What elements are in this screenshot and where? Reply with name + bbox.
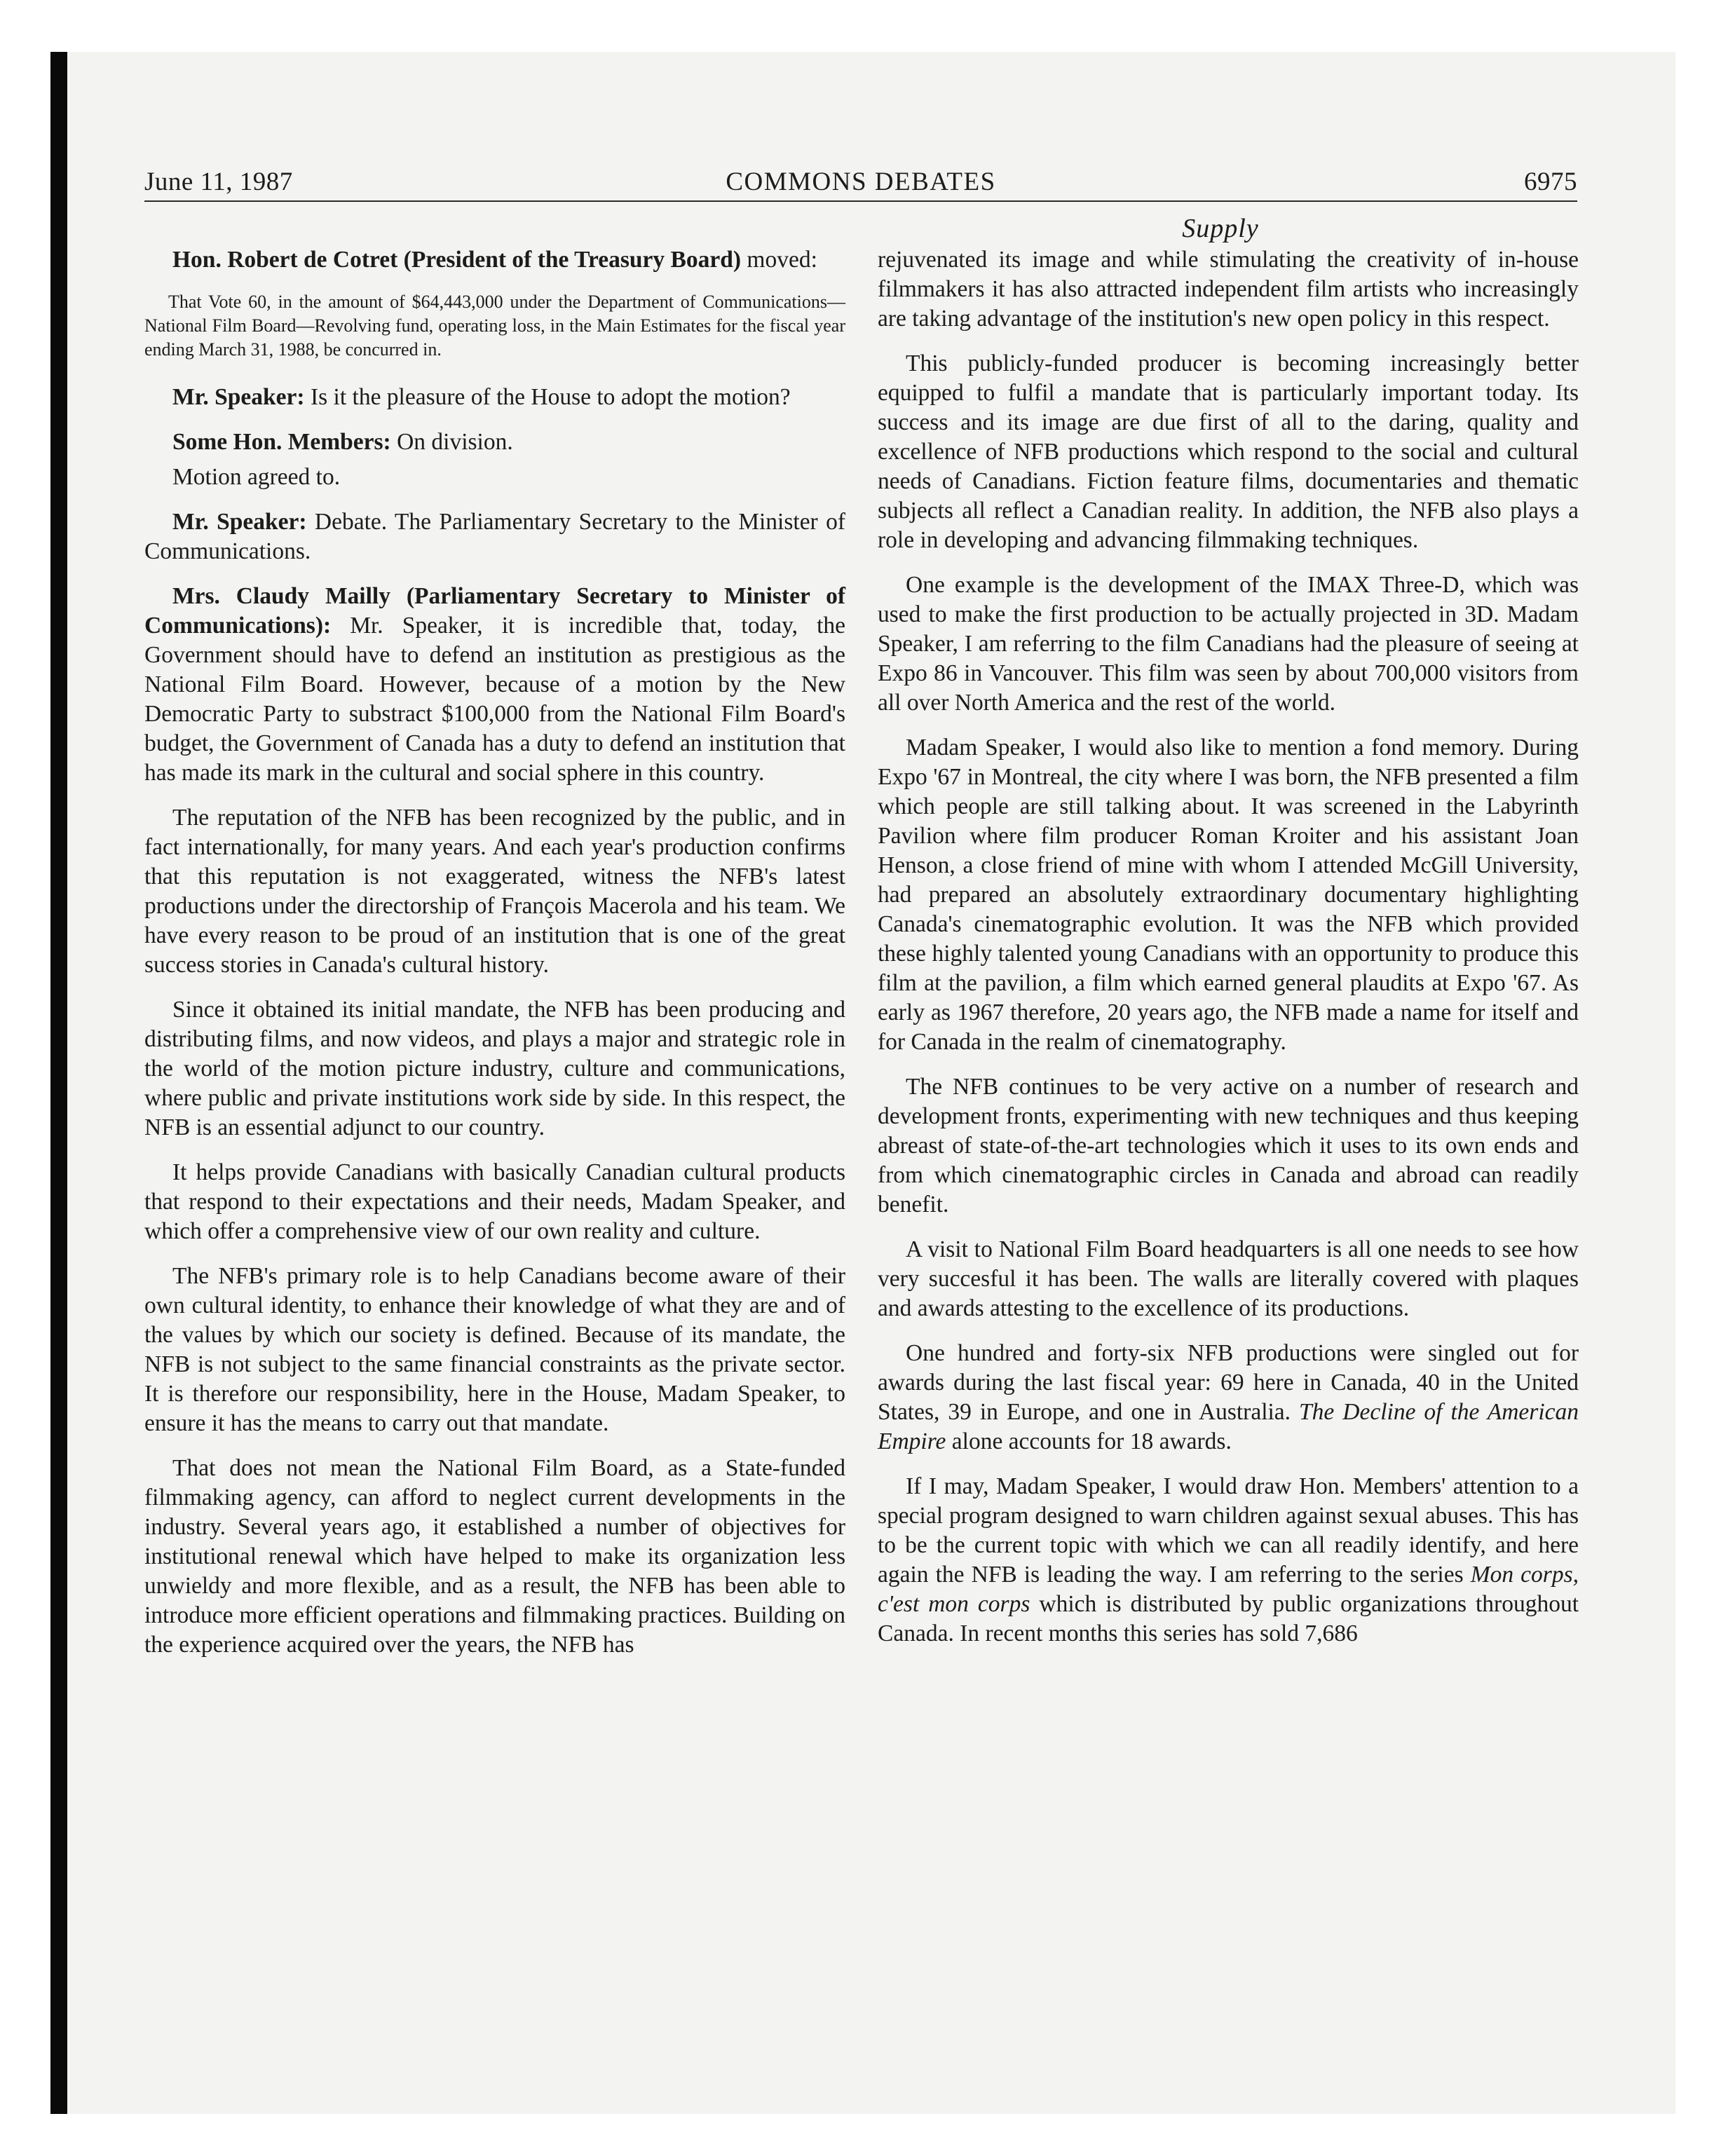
paragraph-text: One hundred and forty-six NFB productions were singled out for awards during the last fiscal year: 69 here in Canada, 40 in the United States, 39 in Europe, and one in Australia. [878,1340,1579,1425]
body-paragraph: That does not mean the National Film Board, as a State-funded filmmaking agency, can afford to neglect current developments in the industry. Several years ago, it established a number of objectives for institutional renewal which have helped to make its organization less unwieldy and more flexible, and as a result, the NFB has been able to introduce more efficient operations and filmmaking practices. Building on the experience acquired over the years, the NFB has [144,1455,845,1658]
body-paragraph: One example is the development of the IMAX Three-D, which was used to make the first production to be actually projected in 3D. Madam Speaker, I am referring to the film Canadians had the pleasure of seeing at Expo 86 in Vancouver. This film was seen by about 700,000 visitors from all over North America and the rest of the world. [878,572,1579,716]
paragraph-text: which is distributed by public organizations throughout Canada. In recent months this series has sold 7,686 [878,1591,1579,1646]
running-head [144,163,1577,199]
body-paragraph: This publicly-funded producer is becoming increasingly better equipped to fulfil a mandate that is particularly important today. Its success and its image are due first of all to the daring, quality and excellence of NFB productions which respond to the social and cultural needs of Canadians. Fiction feature films, documentaries and thematic subjects all reflect a Canadian reality. In addition, the NFB also plays a role in developing and advancing filmmaking techniques. [878,350,1579,553]
paragraph-text: moved: [741,247,817,273]
speaker-name: Mr. Speaker: [172,384,305,410]
speech-paragraph [144,582,845,788]
body-paragraph [878,1472,1579,1649]
publication-title: COMMONS DEBATES [726,168,996,196]
speaker-name: Hon. Robert de Cotret (President of the Treasury Board) [172,247,742,273]
body-paragraph: It helps provide Canadians with basically Canadian cultural products that respond to their expectations and their needs, Madam Speaker, and which offer a comprehensive view of our own reality and culture. [144,1159,845,1244]
paragraph-text: Debate. The Parliamentary Secretary to the Minister of Communications. [144,509,845,564]
binding-edge [50,52,67,2114]
header-date: June 11, 1987 [144,168,293,196]
body-paragraph [878,1339,1579,1456]
section-heading: Supply [1182,214,1259,243]
body-paragraph: A visit to National Film Board headquarters is all one needs to see how very succesful it has been. The walls are literally covered with plaques and awards attesting to the excellence of its productions. [878,1236,1579,1321]
resolution-text: That Vote 60, in the amount of $64,443,000 under the Department of Communications—National Film Board—Revolving fund, operating loss, in the Main Estimates for the fiscal year ending March 31, 1988, be concurred in. [144,292,845,360]
series-title: Mon corps, c'est mon corps [878,1562,1579,1617]
header-rule [144,200,1577,202]
speaker-name: Mr. Speaker: [172,509,307,535]
film-title: The Decline of the American Empire [878,1399,1579,1454]
speaker-name: Some Hon. Members: [172,429,391,455]
speech-paragraph [144,428,845,457]
left-column [144,245,845,1675]
paragraph-text: alone accounts for 18 awards. [946,1428,1232,1454]
page-number: 6975 [1524,168,1577,196]
speaker-name: Mrs. Claudy Mailly (Parliamentary Secretary to Minister of Communications): [144,583,845,639]
body-paragraph: The NFB's primary role is to help Canadians become aware of their own cultural identity, to enhance their knowledge of what they are and of the values by which our society is defined. Because of its mandate, the NFB is not subject to the same financial constraints as the private sector. It is therefore our responsibility, here in the House, Madam Speaker, to ensure it has the means to carry out that mandate. [144,1263,845,1436]
paragraph-text: On division. [390,429,513,455]
body-paragraph: Madam Speaker, I would also like to mention a fond memory. During Expo '67 in Montreal, the city where I was born, the NFB presented a film which people are still talking about. It was screened in the Labyrinth Pavilion where film producer Roman Kroiter and his assistant Joan Henson, a close friend of mine with whom I attended McGill University, had prepared an absolutely extraordinary documentary highlighting Canada's cinematographic evolution. It was the NFB which provided these highly talented young Canadians with an opportunity to produce this film at the pavilion, a film which earned general plaudits at Expo '67. As early as 1967 therefore, 20 years ago, the NFB made a name for itself and for Canada in the realm of cinematography. [878,735,1579,1055]
paragraph-text: If I may, Madam Speaker, I would draw Hon. Members' attention to a special program designed to warn children against sexual abuses. This has to be the current topic with which we can all readily identify, and here again the NFB is leading the way. I am referring to the series [878,1473,1579,1588]
body-paragraph: rejuvenated its image and while stimulating the creativity of in-house filmmakers it has also attracted independent film artists who increasingly are taking advantage of the institution's new open policy in this respect. [878,247,1579,332]
speech-paragraph [144,383,845,412]
body-paragraph: The reputation of the NFB has been recognized by the public, and in fact internationally, for many years. And each year's production confirms that this reputation is not exaggerated, witness the NFB's latest productions under the directorship of François Macerola and his team. We have every reason to be proud of an institution that is one of the great success stories in Canada's cultural history. [144,805,845,978]
body-paragraph: Since it obtained its initial mandate, the NFB has been producing and distributing films, and now videos, and plays a major and strategic role in the world of the motion picture industry, culture and communications, where public and private institutions work side by side. In this respect, the NFB is an essential adjunct to our country. [144,997,845,1140]
paragraph-text: Is it the pleasure of the House to adopt the motion? [304,384,791,410]
paragraph-text: Mr. Speaker, it is incredible that, today, the Government should have to defend an institution as prestigious as the National Film Board. However, because of a motion by the New Democratic Party to substract $100,000 from the National Film Board's budget, the Government of Canada has a duty to defend an institution that has made its mark in the cultural and social sphere in this country. [144,613,845,786]
speech-paragraph [144,507,845,566]
right-column [878,245,1579,1664]
body-paragraph: The NFB continues to be very active on a number of research and development fronts, experimenting with new techniques and thus keeping abreast of state-of-the-art technologies which it uses to its own ends and from which cinematographic circles in Canada and abroad can readily benefit. [878,1074,1579,1217]
motion-paragraph [144,245,845,275]
motion-result: Motion agreed to. [172,464,341,490]
